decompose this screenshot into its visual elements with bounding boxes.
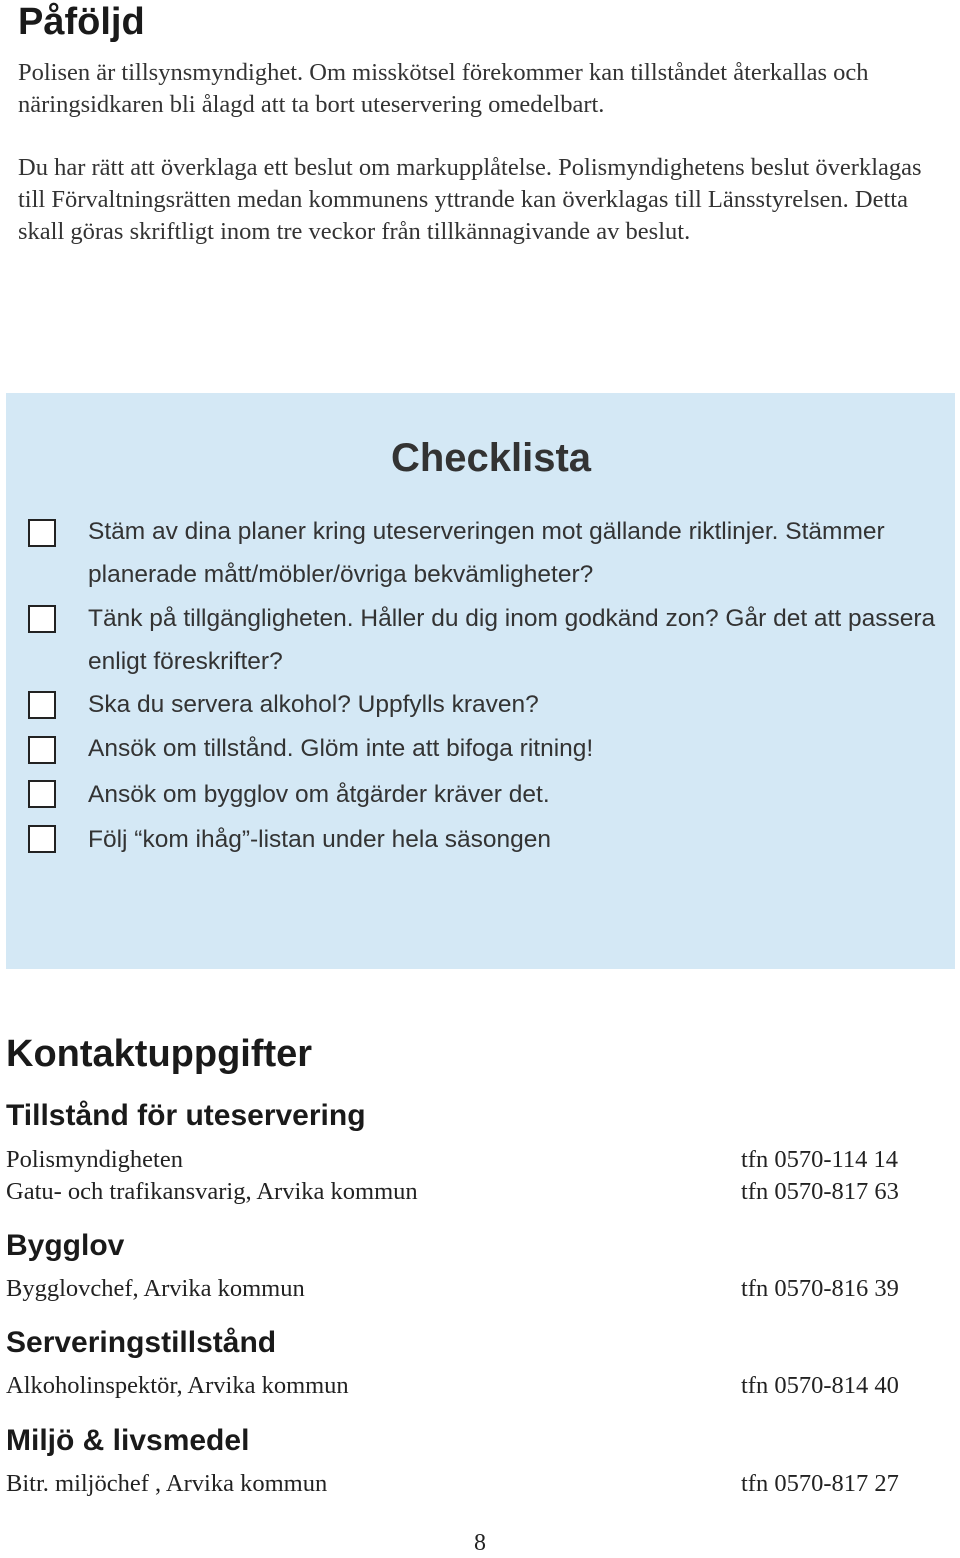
contact-phone: tfn 0570-814 40 xyxy=(741,1372,899,1399)
checklist-checkbox-2[interactable] xyxy=(28,605,56,633)
contact-phone: tfn 0570-817 27 xyxy=(741,1470,899,1497)
section-title-bygglov: Bygglov xyxy=(6,1229,125,1262)
page-number: 8 xyxy=(474,1530,486,1556)
checklist-item-6: Följ “kom ihåg”-listan under hela säsongen xyxy=(88,826,552,853)
checklist-item-5: Ansök om bygglov om åtgärder kräver det. xyxy=(88,781,550,808)
section-title-tillstand: Tillstånd för uteservering xyxy=(6,1099,366,1132)
checklist-item-4: Ansök om tillstånd. Glöm inte att bifoga ritning! xyxy=(88,735,594,762)
checklist-checkbox-3[interactable] xyxy=(28,691,56,719)
checklist-checkbox-5[interactable] xyxy=(28,780,56,808)
checklist-item-3: Ska du servera alkohol? Uppfylls kraven? xyxy=(88,691,539,718)
section-title-serveringstillstand: Serveringstillstånd xyxy=(6,1326,277,1359)
contact-phone: tfn 0570-816 39 xyxy=(741,1275,899,1302)
contact-name: Alkoholinspektör, Arvika kommun xyxy=(6,1372,349,1399)
contact-name: Bygglovchef, Arvika kommun xyxy=(6,1275,305,1302)
contact-name: Bitr. miljöchef , Arvika kommun xyxy=(6,1470,328,1497)
pafoljd-paragraph-2: Du har rätt att överklaga ett beslut om markupplåtelse. Polismyndighetens beslut överklagas till Förvaltningsrätten medan kommunens yttrande kan överklagas till Länsstyrelsen. Detta skall göras skriftligt inom tre veckor från tillkännagivande av beslut. xyxy=(18,154,922,245)
checklist-checkbox-1[interactable] xyxy=(28,519,56,547)
contact-phone: tfn 0570-817 63 xyxy=(741,1178,899,1205)
section-title-miljo: Miljö & livsmedel xyxy=(6,1424,250,1457)
checklist-item-2: Tänk på tillgängligheten. Håller du dig inom godkänd zon? Går det att passera enligt föreskrifter? xyxy=(88,605,936,675)
checklist-item-1: Stäm av dina planer kring uteserveringen mot gällande riktlinjer. Stämmer planerade mått/möbler/övriga bekvämligheter? xyxy=(88,518,885,588)
checklist-checkbox-4[interactable] xyxy=(28,736,56,764)
contacts-heading: Kontaktuppgifter xyxy=(6,1033,313,1075)
contact-name: Gatu- och trafikansvarig, Arvika kommun xyxy=(6,1178,418,1205)
pafoljd-heading: Påföljd xyxy=(18,1,145,43)
checklist-checkbox-6[interactable] xyxy=(28,825,56,853)
contact-name: Polismyndigheten xyxy=(6,1146,183,1173)
checklist-title: Checklista xyxy=(390,436,592,480)
pafoljd-paragraph-1: Polisen är tillsynsmyndighet. Om misskötsel förekommer kan tillståndet återkallas och näringsidkaren bli ålagd att ta bort uteservering omedelbart. xyxy=(18,59,869,118)
contact-phone: tfn 0570-114 14 xyxy=(741,1146,898,1173)
